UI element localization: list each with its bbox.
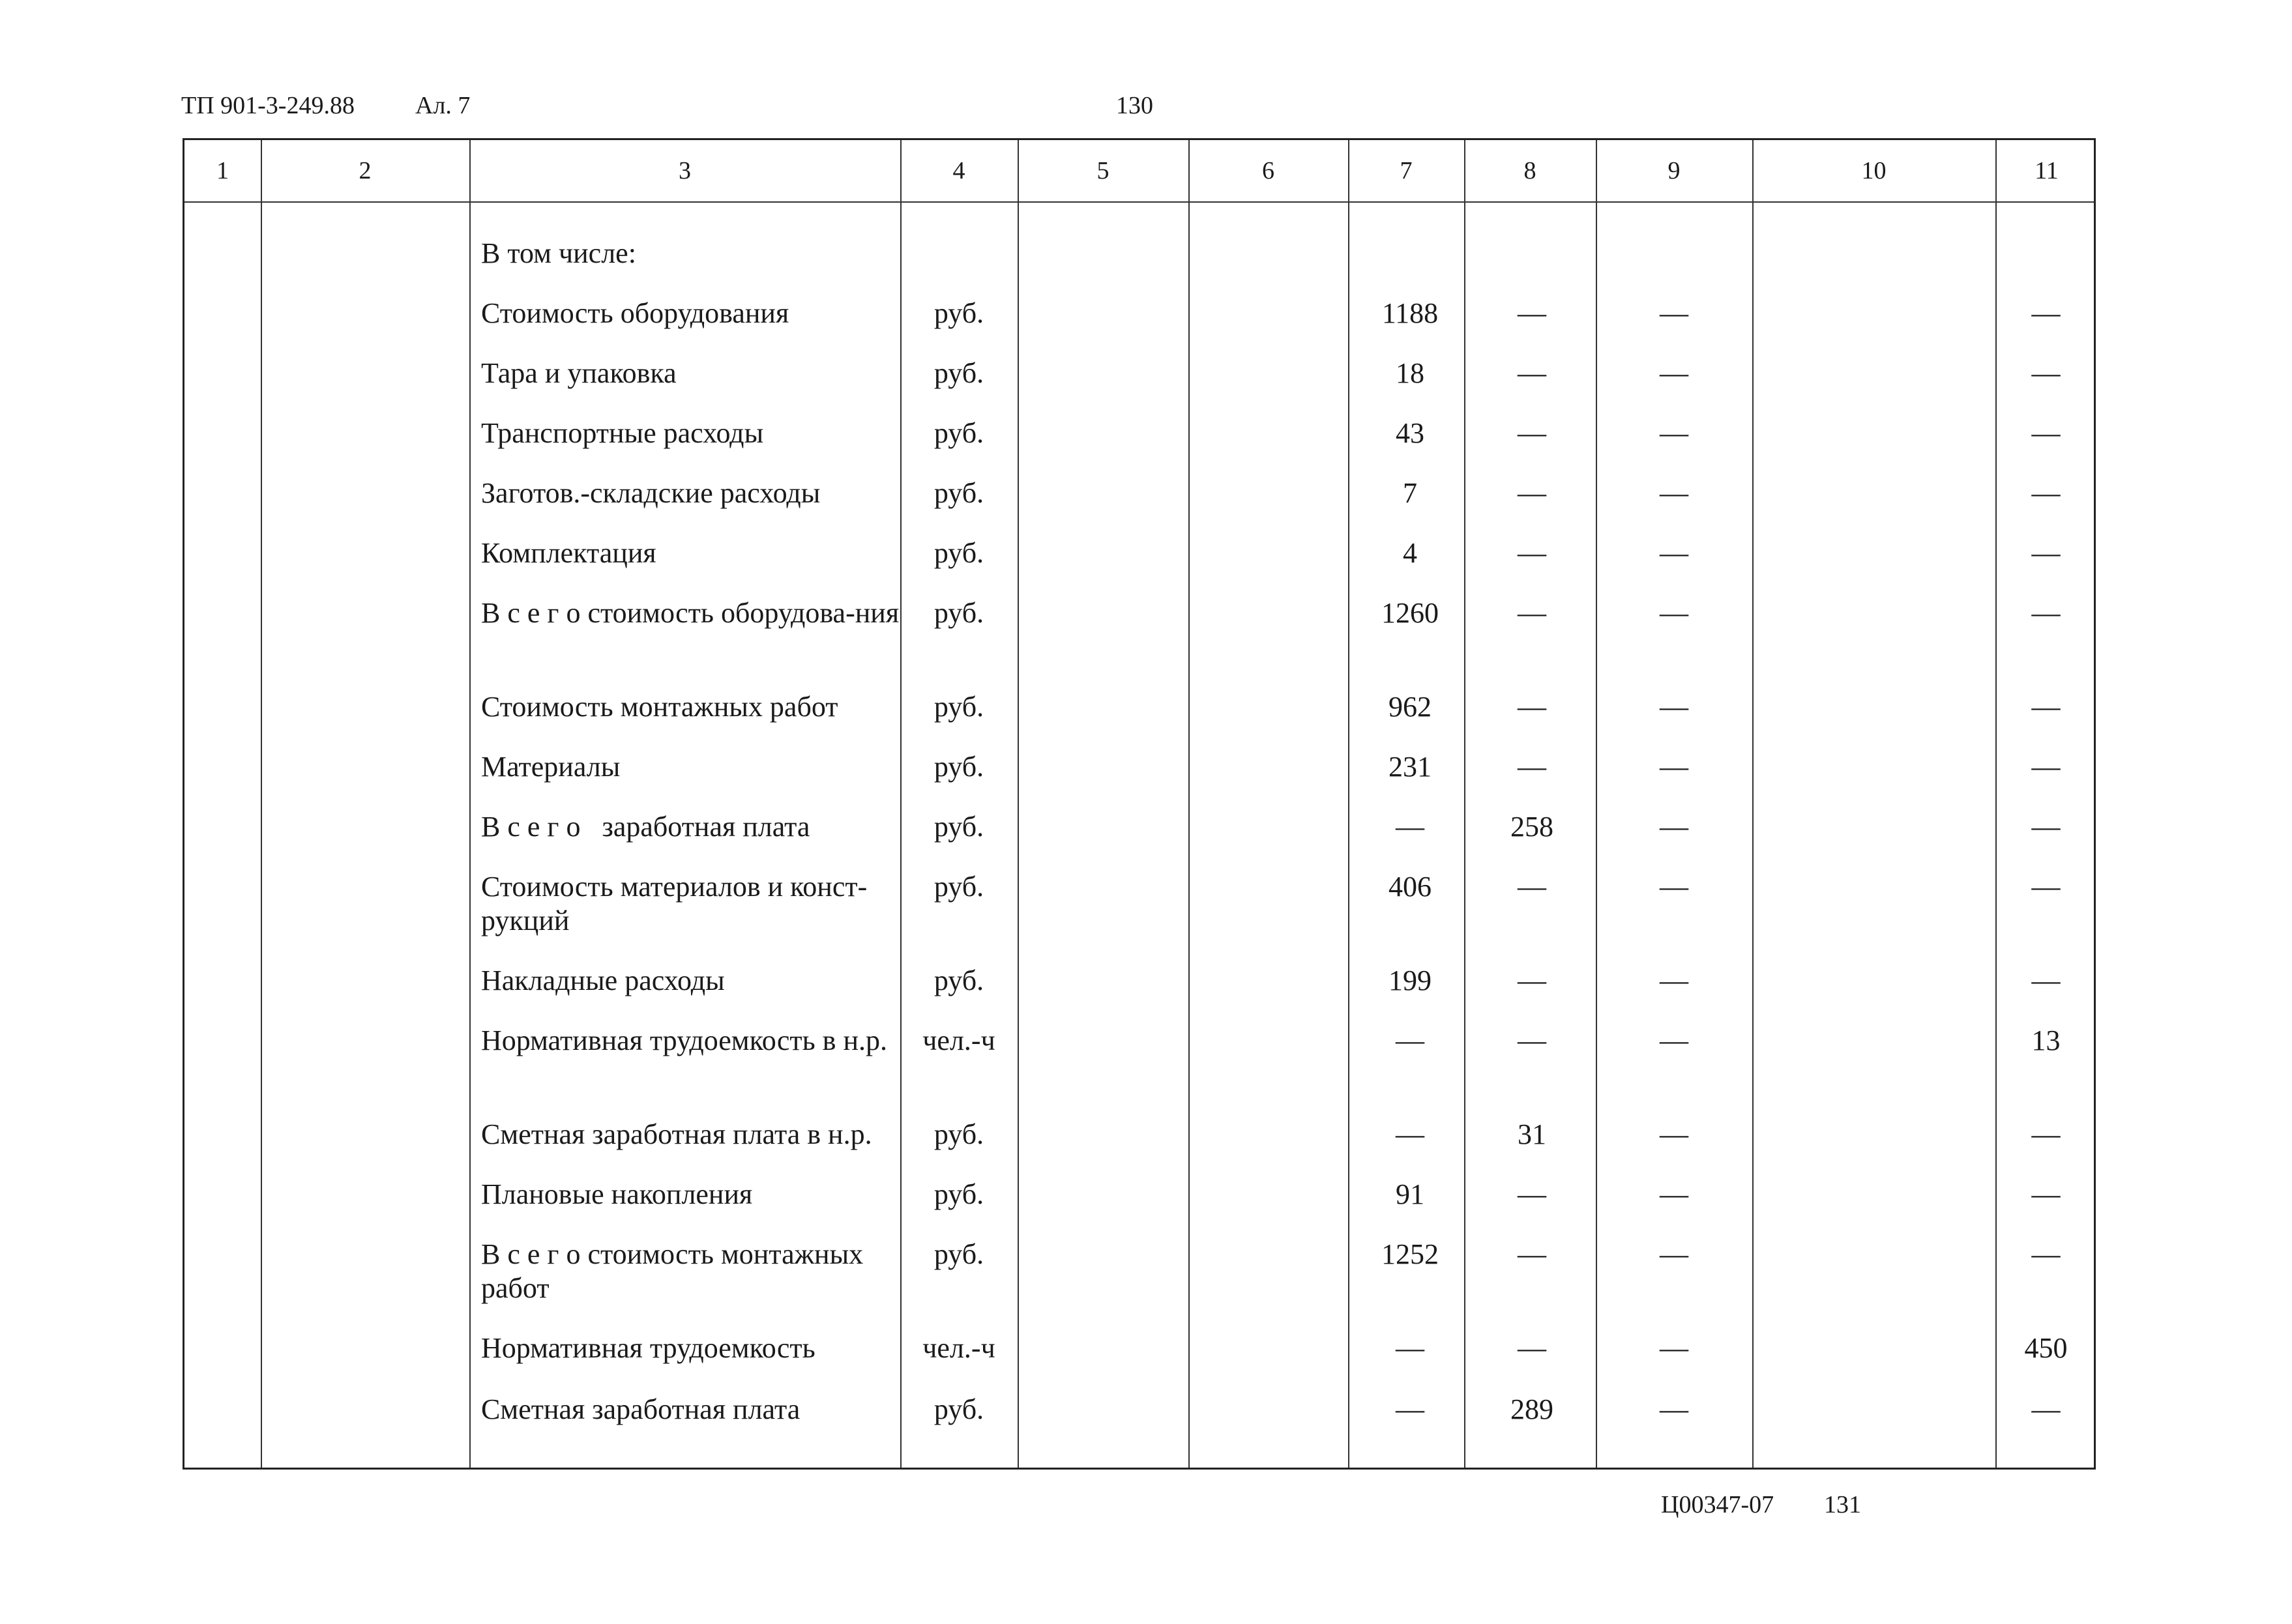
value-col9: —	[1660, 691, 1688, 723]
value-col11: 450	[2024, 1332, 2068, 1364]
value-col7: 1188	[1381, 297, 1439, 329]
value-col8: —	[1518, 1238, 1546, 1270]
page-number: 130	[1116, 92, 1153, 119]
value-col7: 231	[1388, 751, 1432, 783]
item-unit: руб.	[933, 811, 984, 843]
value-col11: —	[2031, 964, 2061, 996]
value-col9: —	[1660, 537, 1688, 569]
column-header: 8	[1523, 157, 1536, 184]
item-unit: руб.	[933, 964, 984, 996]
value-col7: 199	[1388, 964, 1432, 996]
item-name: В с е г о стоимость оборудова-ния	[481, 597, 900, 629]
value-col11: —	[2031, 811, 2061, 843]
value-col11: —	[2031, 537, 2061, 569]
item-name: Транспортные расходы	[481, 417, 764, 449]
value-col9: —	[1660, 597, 1688, 629]
value-col11: —	[2031, 1118, 2061, 1150]
value-col11: 13	[2031, 1024, 2061, 1056]
value-col11: —	[2031, 871, 2061, 903]
value-col7: —	[1396, 811, 1424, 843]
item-unit: чел.-ч	[922, 1332, 995, 1364]
value-col9: —	[1660, 357, 1688, 389]
value-col7: 1252	[1381, 1238, 1439, 1270]
column-header: 7	[1400, 157, 1413, 184]
item-unit: руб.	[933, 477, 984, 509]
value-col7: 406	[1388, 871, 1432, 903]
value-col11: —	[2031, 1393, 2061, 1425]
item-name: Стоимость монтажных работ	[481, 691, 838, 723]
item-unit: руб.	[933, 1393, 984, 1425]
value-col9: —	[1660, 1393, 1688, 1425]
item-unit: руб.	[933, 1238, 984, 1270]
item-name: В с е г о стоимость монтажных работ	[481, 1238, 864, 1304]
value-col9: —	[1660, 751, 1688, 783]
value-col11: —	[2031, 477, 2061, 509]
item-name: Тара и упаковка	[481, 357, 677, 389]
column-header: 6	[1262, 157, 1274, 184]
value-col9: —	[1660, 1332, 1688, 1364]
item-unit: руб.	[933, 297, 984, 329]
item-unit: руб.	[933, 1178, 984, 1210]
value-col9: —	[1660, 811, 1688, 843]
value-col7: 18	[1396, 357, 1424, 389]
estimate-table	[183, 138, 2096, 1470]
item-name: В с е г о заработная плата	[481, 811, 810, 843]
item-name: Нормативная трудоемкость	[481, 1332, 815, 1364]
value-col7: —	[1396, 1393, 1424, 1425]
item-name: Нормативная трудоемкость в н.р.	[481, 1024, 888, 1056]
item-unit: руб.	[933, 357, 984, 389]
value-col7: 91	[1396, 1178, 1424, 1210]
value-col11: —	[2031, 357, 2061, 389]
value-col7: —	[1396, 1332, 1424, 1364]
column-header: 3	[679, 157, 691, 184]
value-col8: 31	[1518, 1118, 1546, 1150]
column-header: 5	[1096, 157, 1109, 184]
value-col8: —	[1518, 1024, 1546, 1056]
value-col7: 43	[1396, 417, 1424, 449]
item-name: Стоимость оборудования	[481, 297, 789, 329]
item-unit: чел.-ч	[922, 1024, 995, 1056]
value-col8: —	[1518, 597, 1546, 629]
value-col8: 289	[1510, 1393, 1553, 1425]
value-col8: —	[1518, 691, 1546, 723]
value-col11: —	[2031, 597, 2061, 629]
item-name: Комплектация	[481, 537, 656, 569]
value-col9: —	[1660, 1024, 1688, 1056]
value-col9: —	[1660, 477, 1688, 509]
column-divider	[1188, 140, 1190, 1468]
item-unit: руб.	[933, 691, 984, 723]
header-divider	[184, 201, 2094, 203]
value-col7: —	[1396, 1024, 1424, 1056]
value-col9: —	[1660, 1118, 1688, 1150]
value-col7: 4	[1403, 537, 1417, 569]
value-col8: —	[1518, 297, 1546, 329]
footer-code: Ц00347-07	[1661, 1491, 1774, 1518]
column-divider	[1348, 140, 1349, 1468]
value-col9: —	[1660, 297, 1688, 329]
item-name: Сметная заработная плата в н.р.	[481, 1118, 872, 1150]
item-unit: руб.	[933, 751, 984, 783]
item-unit: руб.	[933, 871, 984, 903]
value-col9: —	[1660, 1238, 1688, 1270]
value-col7: —	[1396, 1118, 1424, 1150]
column-divider	[1018, 140, 1019, 1468]
album-number: Ал. 7	[415, 92, 471, 119]
value-col9: —	[1660, 871, 1688, 903]
item-name: Стоимость материалов и конст-рукций	[481, 871, 868, 936]
value-col8: —	[1518, 537, 1546, 569]
item-name: Заготов.-складские расходы	[481, 477, 821, 509]
value-col11: —	[2031, 297, 2061, 329]
document-code: ТП 901-3-249.88	[181, 92, 355, 119]
value-col8: —	[1518, 871, 1546, 903]
value-col9: —	[1660, 1178, 1688, 1210]
item-unit: руб.	[933, 417, 984, 449]
item-name: Плановые накопления	[481, 1178, 753, 1210]
column-header: 10	[1861, 157, 1887, 184]
value-col7: 1260	[1381, 597, 1439, 629]
value-col8: 258	[1510, 811, 1553, 843]
value-col11: —	[2031, 751, 2061, 783]
value-col7: 7	[1403, 477, 1417, 509]
value-col11: —	[2031, 1178, 2061, 1210]
value-col8: —	[1518, 1178, 1546, 1210]
value-col7: 962	[1388, 691, 1432, 723]
value-col8: —	[1518, 357, 1546, 389]
column-divider	[1752, 140, 1754, 1468]
item-name: Сметная заработная плата	[481, 1393, 801, 1425]
value-col11: —	[2031, 691, 2061, 723]
column-header: 9	[1668, 157, 1681, 184]
value-col8: —	[1518, 964, 1546, 996]
value-col8: —	[1518, 417, 1546, 449]
item-unit: руб.	[933, 537, 984, 569]
item-name: В том числе:	[481, 237, 636, 269]
column-header: 1	[216, 157, 229, 184]
value-col8: —	[1518, 477, 1546, 509]
item-unit: руб.	[933, 597, 984, 629]
column-header: 4	[952, 157, 965, 184]
item-name: Материалы	[481, 751, 621, 783]
value-col9: —	[1660, 417, 1688, 449]
value-col8: —	[1518, 1332, 1546, 1364]
value-col9: —	[1660, 964, 1688, 996]
column-divider	[469, 140, 471, 1468]
item-name: Накладные расходы	[481, 964, 725, 996]
column-header: 2	[359, 157, 372, 184]
column-header: 11	[2035, 157, 2059, 184]
value-col8: —	[1518, 751, 1546, 783]
column-divider	[261, 140, 262, 1468]
item-unit: руб.	[933, 1118, 984, 1150]
footer-page-number: 131	[1824, 1491, 1861, 1518]
value-col11: —	[2031, 1238, 2061, 1270]
value-col11: —	[2031, 417, 2061, 449]
